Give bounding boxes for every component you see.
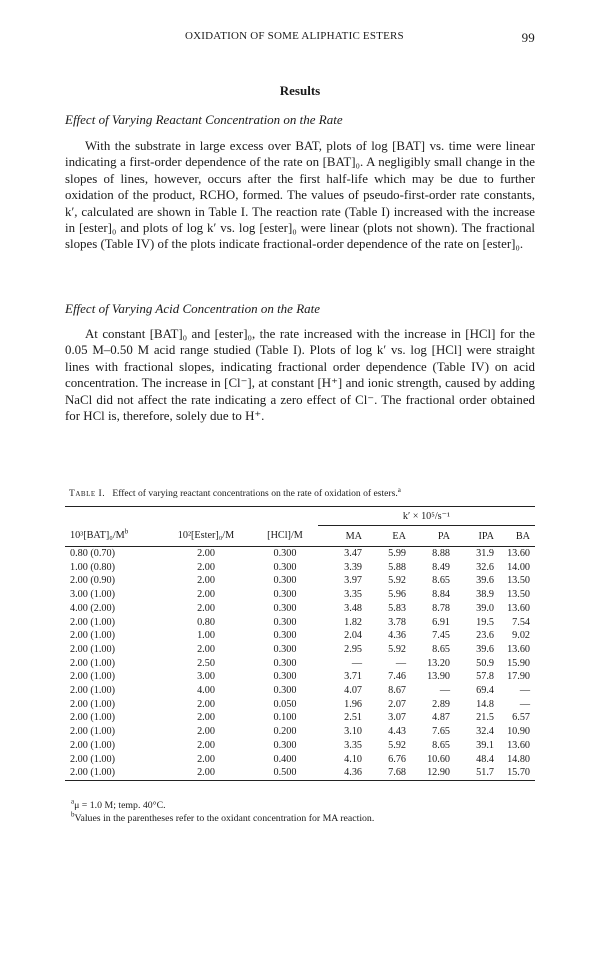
cell-ester: 2.00 (197, 575, 215, 587)
table-row (65, 616, 535, 630)
cell-pa: 6.91 (432, 616, 450, 628)
table-span-header-row (65, 507, 535, 526)
table-label: Table I. (69, 488, 106, 499)
cell-ma: 3.10 (344, 726, 362, 738)
cell-ipa: 21.5 (476, 712, 494, 724)
cell-ipa: 39.6 (476, 643, 494, 655)
cell-ipa: 38.9 (476, 589, 494, 601)
subsection-heading-acid: Effect of Varying Acid Concentration on the Rate (65, 301, 321, 316)
cell-hcl: 0.500 (252, 766, 318, 780)
cell-ea: 3.07 (388, 712, 406, 724)
cell-hcl: 0.050 (273, 698, 297, 710)
cell-hcl: 0.300 (273, 561, 297, 573)
cell-ipa: 57.8 (476, 671, 494, 683)
cell-ester: 1.00 (197, 630, 215, 642)
cell-ester: 4.00 (197, 685, 215, 697)
cell-pa: 8.65 (432, 575, 450, 587)
cell-ester: 2.00 (197, 739, 215, 751)
cell-pa: 7.45 (432, 630, 450, 642)
cell-pa: — (439, 685, 450, 697)
cell-hcl: 0.100 (273, 712, 297, 724)
table-row (65, 602, 535, 616)
col-header-ba: BA (494, 526, 535, 547)
cell-ma: 4.36 (318, 766, 362, 780)
cell-ea: 5.92 (388, 575, 406, 587)
cell-pa: 12.90 (406, 766, 450, 780)
cell-hcl: 0.300 (273, 657, 297, 669)
cell-bat: 2.00 (1.00) (70, 685, 115, 697)
cell-ba: 13.60 (507, 643, 530, 655)
cell-hcl: 0.300 (273, 602, 297, 614)
cell-bat: 2.00 (1.00) (70, 712, 115, 724)
table-row (65, 588, 535, 602)
cell-ester: 2.00 (197, 561, 215, 573)
col-header-bat (65, 526, 160, 547)
cell-ba: 7.54 (512, 616, 530, 628)
table-row (65, 766, 535, 780)
cell-hcl: 0.300 (273, 630, 297, 642)
cell-hcl: 0.300 (273, 685, 297, 697)
cell-ea: 4.43 (388, 726, 406, 738)
table-row (65, 753, 535, 767)
cell-bat: 2.00 (1.00) (65, 766, 160, 780)
cell-ea: 3.78 (388, 616, 406, 628)
table-row (65, 629, 535, 643)
table-row (65, 561, 535, 575)
cell-ipa: 19.5 (476, 616, 494, 628)
footnote-b (71, 810, 535, 826)
footnote-b-mark: b (71, 810, 75, 819)
table-row (65, 698, 535, 712)
cell-ma: 2.51 (344, 712, 362, 724)
subsection-heading-reactant: Effect of Varying Reactant Concentration on the Rate (65, 112, 343, 127)
cell-ma: — (351, 657, 362, 669)
cell-ma: 3.48 (344, 602, 362, 614)
cell-ea: 5.92 (388, 739, 406, 751)
col-header-bat-mark: b (124, 527, 129, 536)
cell-ba: 10.90 (507, 726, 530, 738)
cell-ma: 3.35 (344, 589, 362, 601)
cell-ipa: 51.7 (450, 766, 494, 780)
cell-ba: 13.50 (507, 589, 530, 601)
table-1 (65, 485, 535, 781)
footnote-a-text: μ = 1.0 M; temp. 40°C. (74, 800, 166, 811)
footnote-a (71, 797, 535, 813)
cell-ipa: 31.9 (476, 548, 494, 559)
table-row (65, 657, 535, 671)
cell-bat: 2.00 (1.00) (70, 753, 115, 765)
table-row (65, 574, 535, 588)
cell-pa: 8.49 (432, 561, 450, 573)
cell-pa: 8.65 (432, 643, 450, 655)
cell-bat: 2.00 (1.00) (70, 698, 115, 710)
cell-bat: 2.00 (1.00) (70, 726, 115, 738)
cell-ea: 5.83 (388, 602, 406, 614)
cell-hcl: 0.400 (273, 753, 297, 765)
cell-ea: 4.36 (388, 630, 406, 642)
cell-ma: 3.97 (344, 575, 362, 587)
cell-ipa: 50.9 (476, 657, 494, 669)
cell-ba: — (519, 698, 530, 710)
cell-ba: 13.60 (507, 739, 530, 751)
cell-ea: 7.46 (388, 671, 406, 683)
paragraph-acid: At constant [BAT]₀ and [ester]₀, the rate increased with the increase in [HCl] for the 0.05 M–0.50 M acid range studied (Table I). Plots of log k′ vs. log [HCl] were straight lines with fractional slopes, indicating fractional order dependence (Table IV) on acid concentration. The increase in [Cl⁻], at constant [H⁺] and ionic strength, caused by adding NaCl did not affect the rate indicating a zero effect of Cl⁻. The fractional order obtained for HCl is, therefore, solely due to H⁺. (65, 327, 535, 424)
cell-ma: 3.39 (344, 561, 362, 573)
cell-bat: 0.80 (0.70) (70, 548, 115, 559)
table-caption-text: Effect of varying reactant concentrations on the rate of oxidation of esters. (112, 488, 398, 499)
rate-constant-span-label: k′ × 10⁵/s⁻¹ (402, 510, 451, 522)
cell-ester: 2.50 (197, 657, 215, 669)
cell-ester: 2.00 (197, 712, 215, 724)
cell-ba: 14.00 (507, 561, 530, 573)
cell-ipa: 23.6 (476, 630, 494, 642)
table-caption (69, 485, 535, 499)
running-head-title: OXIDATION OF SOME ALIPHATIC ESTERS (185, 30, 404, 42)
cell-ba: 13.50 (507, 575, 530, 587)
rate-constant-span-header (318, 507, 535, 526)
cell-bat: 2.00 (0.90) (70, 575, 115, 587)
col-header-ipa: IPA (450, 526, 494, 547)
paragraph-reactant: With the substrate in large excess over BAT, plots of log [BAT] vs. time were linear indicating a first-order dependence of the rate on [BAT]₀. A negligibly small change in the slopes of lines, however, occurs after the first half-life which may be due to further oxidation of the product, RCHO, formed. The values of pseudo-first-order rate constants, k′, calculated are shown in Table I. The reaction rate (Table I) increased with the increase in [ester]₀ and plots of log k′ vs. log [ester]₀ were linear (plots not shown). The fractional slopes (Table IV) of the plots indicate fractional-order dependence of the rate on [ester]₀. (65, 139, 535, 252)
cell-hcl: 0.300 (273, 643, 297, 655)
cell-ba: 15.90 (507, 657, 530, 669)
cell-hcl: 0.200 (273, 726, 297, 738)
cell-ester: 2.00 (197, 602, 215, 614)
cell-hcl: 0.300 (273, 575, 297, 587)
table-row (65, 725, 535, 739)
data-table (65, 506, 535, 781)
cell-pa: 8.65 (432, 739, 450, 751)
table-row (65, 739, 535, 753)
cell-pa: 13.20 (427, 657, 450, 669)
cell-ipa: 32.6 (476, 561, 494, 573)
cell-bat: 3.00 (1.00) (70, 589, 115, 601)
cell-ba: 13.60 (507, 548, 530, 559)
cell-ester: 2.00 (160, 766, 252, 780)
cell-ester: 2.00 (197, 726, 215, 738)
cell-bat: 2.00 (1.00) (70, 671, 115, 683)
table-row (65, 643, 535, 657)
cell-ma: 2.95 (344, 643, 362, 655)
cell-bat: 2.00 (1.00) (70, 657, 115, 669)
footnote-a-mark: a (71, 797, 75, 806)
col-header-ea: EA (362, 526, 406, 547)
cell-ester: 2.00 (197, 753, 215, 765)
cell-ea: — (395, 657, 406, 669)
cell-ea: 5.92 (388, 643, 406, 655)
cell-pa: 13.90 (427, 671, 450, 683)
cell-ea: 6.76 (388, 753, 406, 765)
cell-ma: 3.71 (344, 671, 362, 683)
cell-ipa: 39.6 (476, 575, 494, 587)
cell-ester: 3.00 (197, 671, 215, 683)
table-row (65, 670, 535, 684)
cell-ma: 3.47 (344, 548, 362, 559)
section-heading: Results (279, 83, 321, 98)
cell-ba: 9.02 (512, 630, 530, 642)
cell-ipa: 39.1 (476, 739, 494, 751)
cell-pa: 8.84 (432, 589, 450, 601)
cell-bat: 2.00 (1.00) (70, 739, 115, 751)
cell-hcl: 0.300 (273, 589, 297, 601)
cell-ea: 2.07 (388, 698, 406, 710)
cell-ba: 6.57 (512, 712, 530, 724)
cell-ma: 2.04 (344, 630, 362, 642)
col-header-pa: PA (406, 526, 450, 547)
cell-pa: 8.78 (432, 602, 450, 614)
table-footnotes (65, 797, 535, 825)
cell-ester: 0.80 (197, 616, 215, 628)
cell-bat: 2.00 (1.00) (70, 643, 115, 655)
cell-bat: 4.00 (2.00) (70, 602, 115, 614)
cell-ipa: 39.0 (476, 602, 494, 614)
cell-pa: 4.87 (432, 712, 450, 724)
cell-ester: 2.00 (197, 548, 215, 559)
footnote-b-text: Values in the parentheses refer to the oxidant concentration for MA reaction. (74, 812, 375, 824)
cell-hcl: 0.300 (273, 739, 297, 751)
table-row (65, 711, 535, 725)
cell-pa: 7.65 (432, 726, 450, 738)
cell-ea: 5.99 (388, 548, 406, 559)
cell-ea: 7.68 (362, 766, 406, 780)
cell-ipa: 69.4 (476, 685, 494, 697)
page-number: 99 (521, 30, 535, 45)
col-header-ma: MA (318, 526, 362, 547)
col-header-hcl: [HCl]/M (252, 526, 318, 547)
cell-hcl: 0.300 (273, 548, 297, 559)
cell-pa: 10.60 (427, 753, 450, 765)
cell-ester: 2.00 (197, 643, 215, 655)
cell-ba: 15.70 (494, 766, 535, 780)
cell-ma: 4.07 (344, 685, 362, 697)
cell-ma: 1.82 (344, 616, 362, 628)
cell-ester: 2.00 (197, 698, 215, 710)
cell-ea: 5.96 (388, 589, 406, 601)
cell-ma: 3.35 (344, 739, 362, 751)
table-row (65, 684, 535, 698)
cell-hcl: 0.300 (273, 671, 297, 683)
cell-pa: 2.89 (432, 698, 450, 710)
cell-bat: 2.00 (1.00) (70, 630, 115, 642)
cell-ma: 1.96 (344, 698, 362, 710)
cell-hcl: 0.300 (273, 616, 297, 628)
cell-ea: 8.67 (388, 685, 406, 697)
cell-ea: 5.88 (388, 561, 406, 573)
cell-ba: 13.60 (507, 602, 530, 614)
cell-ba: — (519, 685, 530, 697)
table-body (65, 547, 535, 781)
table-header-row (65, 526, 535, 547)
cell-bat: 2.00 (1.00) (70, 616, 115, 628)
col-header-ester: 10²[Ester]₀/M (160, 526, 252, 547)
cell-pa: 8.88 (432, 548, 450, 559)
cell-ipa: 14.8 (476, 698, 494, 710)
caption-footnote-mark: a (397, 485, 401, 494)
cell-bat: 1.00 (0.80) (70, 561, 115, 573)
table-row (65, 547, 535, 561)
cell-ester: 2.00 (197, 589, 215, 601)
col-header-bat-label: 10³[BAT]₀/M (70, 530, 125, 542)
cell-ba: 17.90 (507, 671, 530, 683)
cell-ba: 14.80 (507, 753, 530, 765)
cell-ma: 4.10 (344, 753, 362, 765)
cell-ipa: 48.4 (476, 753, 494, 765)
cell-ipa: 32.4 (476, 726, 494, 738)
